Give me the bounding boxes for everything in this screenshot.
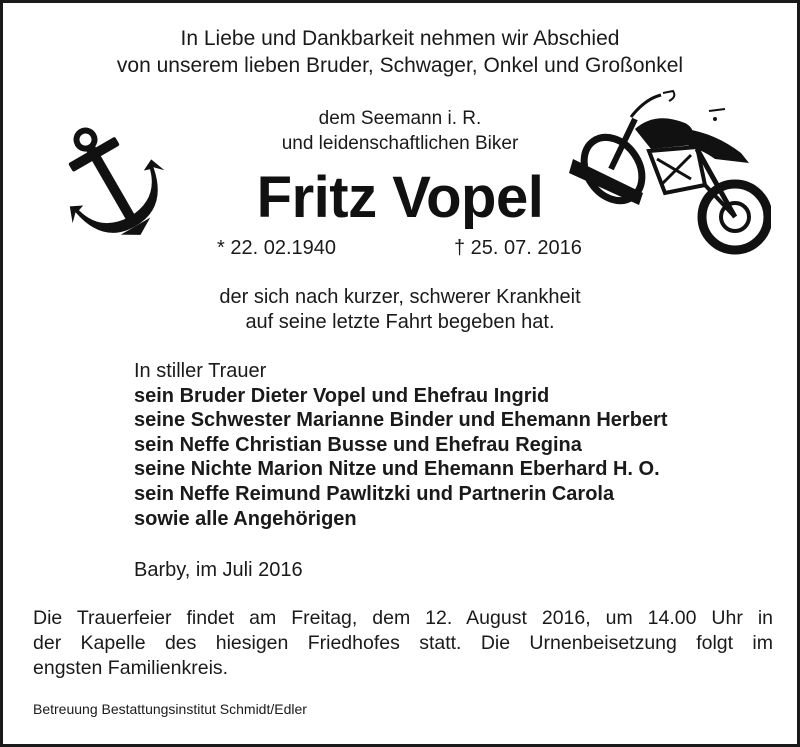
funeral-service-text xyxy=(33,606,773,681)
funeral-home-credit: Betreuung Bestattungsinstitut Schmidt/Edler xyxy=(33,701,307,717)
birth-date: * 22. 02.1940 xyxy=(217,237,336,259)
death-date: † 25. 07. 2016 xyxy=(454,237,582,259)
mourner-entry: sein Neffe Reimund Pawlitzki und Partnerin Carola xyxy=(134,482,615,505)
intro-text xyxy=(3,25,797,79)
journey-line-1: der sich nach kurzer, schwerer Krankheit xyxy=(219,286,581,308)
mourner-entry: seine Nichte Marion Nitze und Ehemann Eberhard H. O. xyxy=(134,458,660,481)
journey-text xyxy=(3,285,797,335)
motorcycle-icon xyxy=(565,89,771,261)
mourners-heading: In stiller Trauer xyxy=(134,360,267,382)
mourner-entry: sein Neffe Christian Busse und Ehefrau Regina xyxy=(134,433,582,456)
journey-line-2: auf seine letzte Fahrt begeben hat. xyxy=(245,311,555,333)
deceased-name: Fritz Vopel xyxy=(256,165,544,230)
mourner-entry: sein Bruder Dieter Vopel und Ehefrau Ingrid xyxy=(134,384,550,407)
subtitle-line-2: und leidenschaftlichen Biker xyxy=(281,133,519,154)
service-line-1: Die Trauerfeier findet am Freitag, dem 12. August 2016, um 14.00 Uhr in xyxy=(33,607,773,629)
service-line-3: engsten Familienkreis. xyxy=(33,657,229,679)
intro-line-1: In Liebe und Dankbarkeit nehmen wir Abschied xyxy=(180,27,620,50)
mourner-entry: sowie alle Angehörigen xyxy=(134,507,357,530)
mourners-list xyxy=(134,359,667,531)
intro-line-2: von unserem lieben Bruder, Schwager, Onkel und Großonkel xyxy=(116,54,684,77)
service-line-2: der Kapelle des hiesigen Friedhofes statt. Die Urnenbeisetzung folgt im xyxy=(33,632,773,654)
mourner-entry: seine Schwester Marianne Binder und Ehemann Herbert xyxy=(134,409,668,432)
subtitle-line-1: dem Seemann i. R. xyxy=(318,108,482,129)
place-date: Barby, im Juli 2016 xyxy=(134,559,303,581)
